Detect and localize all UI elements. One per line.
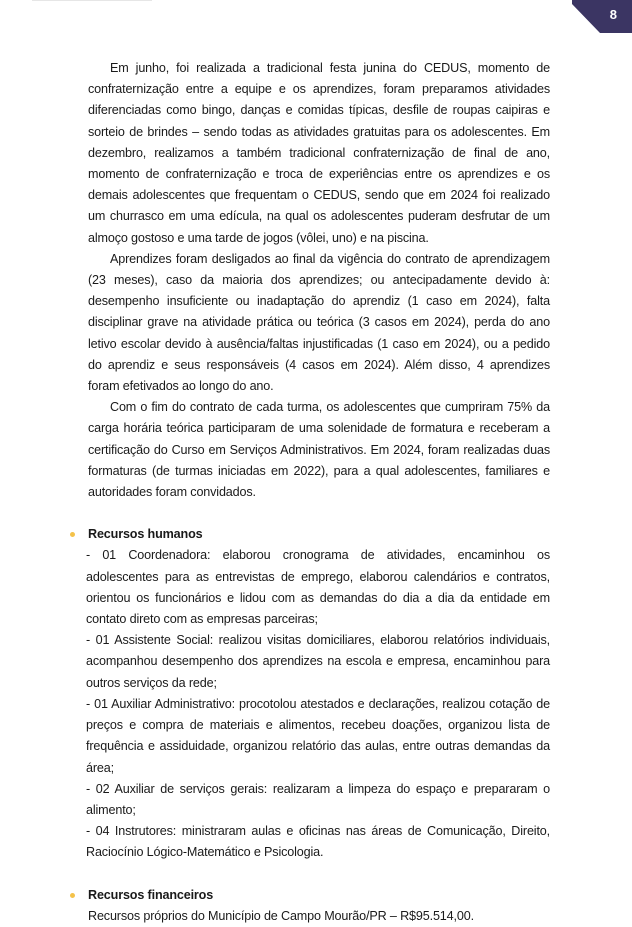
section-heading bbox=[88, 524, 550, 545]
heading-text: Recursos financeiros bbox=[88, 887, 214, 902]
bullet-icon bbox=[70, 893, 75, 898]
list-item: - 02 Auxiliar de serviços gerais: realizaram a limpeza do espaço e prepararam o alimento; bbox=[86, 781, 550, 817]
list-item: - 04 Instrutores: ministraram aulas e oficinas nas áreas de Comunicação, Direito, Raciocínio Lógico-Matemático e Psicologia. bbox=[86, 824, 550, 860]
document-body bbox=[88, 58, 550, 927]
bullet-icon bbox=[70, 532, 75, 537]
section-heading bbox=[88, 885, 550, 906]
paragraph-festivities: Em junho, foi realizada a tradicional festa junina do CEDUS, momento de confraternização entre a equipe e os aprendizes, foram preparamos atividades diferenciadas como bingo, danças e comidas típicas, desfile de roupas caipiras e sorteio de brindes – sendo todas as atividades gratuitas para os adolescentes. Em dezembro, realizamos a também tradicional confraternização de final de ano, momento de confraternização e troca de experiências entre os aprendizes e os demais adolescentes que frequentam o CEDUS, sendo que em 2024 foi realizado um churrasco em uma edícula, na qual os adolescentes puderam desfrutar de um almoço gostoso e uma tarde de jogos (vôlei, uno) e na piscina. bbox=[88, 61, 550, 245]
paragraph-dismissals: Aprendizes foram desligados ao final da vigência do contrato de aprendizagem (23 meses), caso da maioria dos aprendizes; ou antecipadamente devido à: desempenho insuficiente ou inadaptação do aprendiz (1 caso em 2024), falta disciplinar grave na atividade prática ou teórica (3 casos em 2024), perda do ano letivo escolar devido à ausência/faltas injustificadas (1 caso em 2024), ou a pedido do aprendiz e seus responsáveis (4 casos em 2024). Além disso, 4 aprendizes foram efetivados ao longo do ano. bbox=[88, 251, 550, 394]
financial-text: Recursos próprios do Município de Campo Mourão/PR – R$95.514,00. bbox=[88, 908, 474, 923]
section-financial-resources bbox=[88, 885, 550, 927]
page-number: 8 bbox=[609, 7, 617, 22]
heading-text: Recursos humanos bbox=[88, 527, 203, 542]
list-item: - 01 Assistente Social: realizou visitas domiciliares, elaborou relatórios individuais, acompanhou desempenho dos aprendizes na escola e empresa, encaminhou para outros serviços da rede; bbox=[86, 633, 550, 690]
paragraph-graduation: Com o fim do contrato de cada turma, os adolescentes que cumpriram 75% da carga horária teórica participaram de uma solenidade de formatura e receberam a certificação do Curso em Serviços Administrativos. Em 2024, foram realizadas duas formaturas (de turmas iniciadas em 2022), para a qual adolescentes, familiares e autoridades foram convidados. bbox=[88, 400, 550, 500]
header-rule bbox=[32, 0, 152, 1]
list-item: - 01 Auxiliar Administrativo: procotolou atestados e declarações, realizou cotação de preços e compra de materiais e alimentos, recebeu doações, organizou lista de frequência e assiduidade, organizou relatório das aulas, entre outras demandas da área; bbox=[86, 696, 550, 775]
page-number-tab bbox=[572, 0, 632, 33]
list-item: - 01 Coordenadora: elaborou cronograma de atividades, encaminhou os adolescentes para as entrevistas de emprego, elaborou calendários e contratos, orientou os funcionários e lidou com as demandas do dia a dia da entidade em contato direto com as empresas parceiras; bbox=[86, 548, 550, 627]
section-human-resources bbox=[88, 524, 550, 863]
